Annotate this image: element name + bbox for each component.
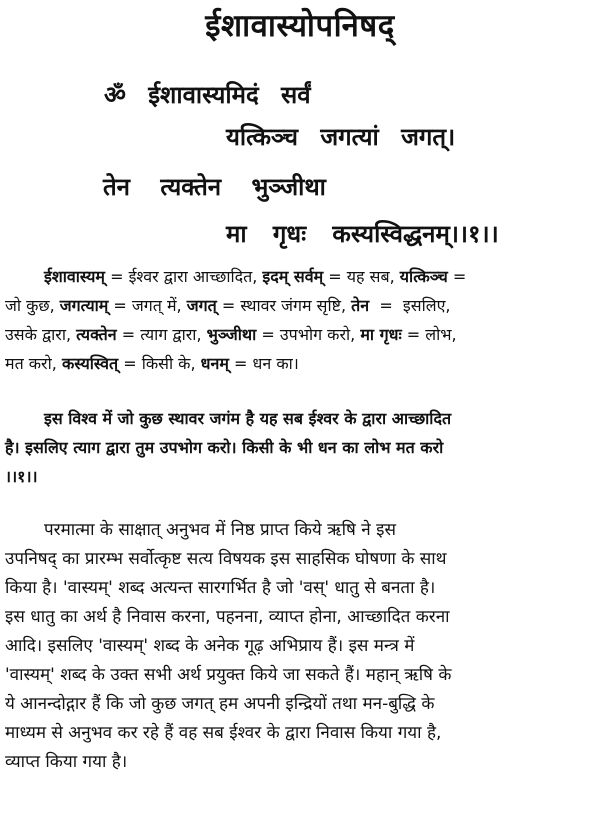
gloss-term: इदम् सर्वम् xyxy=(262,267,324,286)
gloss-term: तेन xyxy=(351,296,370,315)
gloss-meaning: उपभोग करो, xyxy=(279,325,356,344)
page-title: ईशावास्योपनिषद् xyxy=(205,8,395,44)
gloss-meaning-part: मत करो, xyxy=(5,354,57,373)
gloss-term: त्यक्तेन xyxy=(76,325,117,344)
gloss-meaning: स्थावर जंगम सृष्टि, xyxy=(240,296,347,315)
glossary-line-4: मत करो, कस्यस्वित् = किसी के, धनम् = धन का। xyxy=(5,354,299,373)
commentary-line: उपनिषद् का प्रारम्भ सर्वोत्कृष्ट सत्य विषयक इस साहसिक घोषणा के साथ xyxy=(5,549,447,569)
gloss-term: यत्किञ्च xyxy=(399,267,448,286)
gloss-term: मा गृधः xyxy=(360,325,402,344)
translation-line-1: इस विश्व में जो कुछ स्थावर जगंम है यह सब ईश्वर के द्वारा आच्छादित xyxy=(44,409,452,428)
commentary-line: ये आनन्दोद्गार हैं कि जो कुछ जगत् हम अपनी इन्द्रियों तथा मन-बुद्धि के xyxy=(5,694,435,714)
verse-line-4: मा गृधः कस्यस्विद्धनम्।।१।। xyxy=(226,220,499,248)
translation-line-3: ।।१।। xyxy=(5,467,38,486)
commentary-line: इस धातु का अर्थ है निवास करना, पहनना, व्याप्त होना, आच्छादित करना xyxy=(5,607,450,627)
commentary-line: व्याप्त किया गया है। xyxy=(5,752,128,772)
gloss-meaning: त्याग द्वारा, xyxy=(140,325,202,344)
glossary-line-2: जो कुछ, जगत्याम् = जगत् में, जगत् = स्थावर जंगम सृष्टि, तेन = इसलिए, xyxy=(5,296,451,315)
commentary-line: किया है। 'वास्यम्' शब्द अत्यन्त सारगर्भित है जो 'वस्' धातु से बनता है। xyxy=(5,578,436,598)
glossary-line-1: ईशावास्यम् = ईश्वर द्वारा आच्छादित, इदम् सर्वम् = यह सब, यत्किञ्च = xyxy=(44,267,467,286)
gloss-meaning-part: लोभ, xyxy=(425,325,457,344)
gloss-term: भुञ्जीथा xyxy=(206,325,257,344)
glossary-line-3: उसके द्वारा, त्यक्तेन = त्याग द्वारा, भुञ्जीथा = उपभोग करो, मा गृधः = लोभ, xyxy=(5,325,457,344)
gloss-term: जगत्याम् xyxy=(59,296,109,315)
gloss-meaning-part: उसके द्वारा, xyxy=(5,325,72,344)
gloss-term: कस्यस्वित् xyxy=(61,354,119,373)
gloss-term: ईशावास्यम् xyxy=(44,267,105,286)
commentary-line: माध्यम से अनुभव कर रहे हैं वह सब ईश्वर के द्वारा निवास किया गया है, xyxy=(5,723,442,743)
verse-line-1: ॐ ईशावास्यमिदं सर्वं xyxy=(104,81,311,109)
gloss-meaning: जो कुछ, xyxy=(5,296,55,315)
gloss-term: जगत् xyxy=(186,296,217,315)
commentary-line: परमात्मा के साक्षात् अनुभव में निष्ठ प्राप्त किये ऋषि ने इस xyxy=(44,520,396,540)
verse-line-3: तेन त्यक्तेन भुञ्जीथा xyxy=(103,173,326,201)
commentary-line: आदि। इसलिए 'वास्यम्' शब्द के अनेक गूढ़ अभिप्राय हैं। इस मन्त्र में xyxy=(5,636,415,656)
gloss-meaning: धन का। xyxy=(252,354,299,373)
gloss-meaning-part: इसलिए, xyxy=(402,296,451,315)
gloss-meaning: किसी के, xyxy=(141,354,196,373)
gloss-meaning: ईश्वर द्वारा आच्छादित, xyxy=(128,267,258,286)
gloss-meaning: यह सब, xyxy=(346,267,395,286)
translation-line-2: है। इसलिए त्याग द्वारा तुम उपभोग करो। किसी के भी धन का लोभ मत करो xyxy=(5,438,444,457)
gloss-meaning: जगत् में, xyxy=(131,296,182,315)
verse-line-2: यत्किञ्च जगत्यां जगत्। xyxy=(226,123,456,151)
commentary-line: 'वास्यम्' शब्द के उक्त सभी अर्थ प्रयुक्त किये जा सकते हैं। महान् ऋषि के xyxy=(5,665,452,685)
gloss-term: धनम् xyxy=(200,354,229,373)
